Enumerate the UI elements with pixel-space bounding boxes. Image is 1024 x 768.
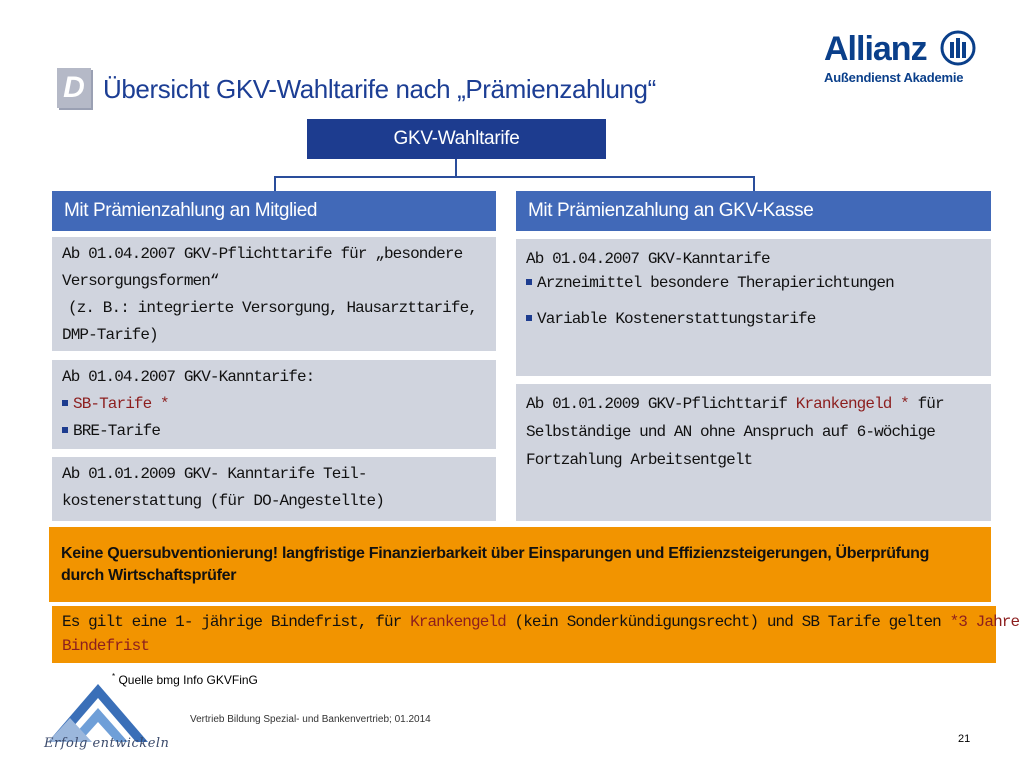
- bre-tarife-label: BRE-Tarife: [73, 422, 161, 440]
- arzneimittel-label: Arzneimittel besondere Therapierichtungen: [537, 274, 894, 292]
- footnote-mark: *: [112, 672, 116, 681]
- card-line: DMP-Tarife): [62, 326, 158, 344]
- right-card-kanntarife: [516, 239, 991, 376]
- slide-title: Übersicht GKV-Wahltarife nach „Prämienzahlung“: [103, 74, 656, 104]
- list-item: [62, 418, 486, 445]
- card-line: Selbständige und AN ohne Anspruch auf 6-wöchige: [526, 423, 935, 441]
- allianz-logo: [818, 26, 978, 88]
- square-bullet-icon: [62, 427, 68, 433]
- card-line: Ab 01.04.2007 GKV-Kanntarife: [526, 250, 770, 268]
- kostenerstattung-label: Variable Kostenerstattungstarife: [537, 310, 816, 328]
- list-item: [526, 271, 981, 295]
- left-card-pflichttarife: [52, 237, 496, 351]
- square-bullet-icon: [526, 315, 532, 321]
- bindefrist-highlight: Bindefrist: [62, 637, 150, 655]
- krankengeld-highlight: Krankengeld: [410, 613, 506, 631]
- card-line: Ab 01.04.2007 GKV-Pflichttarife für „besondere: [62, 245, 463, 263]
- card-line: kostenerstattung (für DO-Angestellte): [62, 492, 384, 510]
- notice-text: Es gilt eine 1- jährige Bindefrist, für: [62, 613, 411, 631]
- left-card-kanntarife: [52, 360, 496, 449]
- notice-quersubventionierung: [49, 527, 991, 602]
- section-badge: D: [57, 68, 91, 108]
- connector-vertical-root: [455, 159, 457, 177]
- left-column-header: Mit Prämienzahlung an Mitglied: [52, 191, 496, 231]
- connector-horizontal: [274, 176, 755, 178]
- card-line: Fortzahlung Arbeitsentgelt: [526, 451, 753, 469]
- krankengeld-highlight: Krankengeld *: [795, 395, 909, 413]
- notice-line: [62, 610, 1020, 634]
- footnote-text: Quelle bmg Info GKVFinG: [118, 673, 258, 687]
- page-number: 21: [958, 733, 971, 745]
- card-line: Ab 01.04.2007 GKV-Kanntarife:: [62, 368, 315, 386]
- card-text: für: [908, 395, 944, 413]
- card-line: (z. B.: integrierte Versorgung, Hausarzttarife,: [68, 299, 477, 317]
- connector-vertical-right: [753, 176, 755, 191]
- notice-bindefrist: [52, 606, 1020, 663]
- brand-name: Allianz: [824, 30, 927, 68]
- three-years-highlight: *3 Jahre: [949, 613, 1020, 631]
- slogan-signature: Erfolg entwickeln: [44, 736, 170, 751]
- footer-text: Vertrieb Bildung Spezial- und Bankenvertrieb; 01.2014: [190, 714, 431, 725]
- left-card-teilkostenerstattung: [52, 457, 496, 521]
- square-bullet-icon: [62, 400, 68, 406]
- right-column-header: Mit Prämienzahlung an GKV-Kasse: [516, 191, 991, 231]
- card-text: Ab 01.01.2009 GKV-Pflichttarif: [526, 395, 796, 413]
- connector-vertical-left: [274, 176, 276, 191]
- allianz-eagle-icon: [940, 30, 976, 66]
- notice-line: Keine Quersubventionierung! langfristige Finanzierbarkeit über Einsparungen und Effizienzsteigerungen, Überprüfung: [61, 545, 930, 562]
- root-box: GKV-Wahltarife: [307, 119, 606, 159]
- right-card-krankengeld: [516, 384, 991, 521]
- sb-tarife-label: SB-Tarife *: [73, 395, 169, 413]
- notice-line: durch Wirtschaftsprüfer: [61, 567, 237, 584]
- list-item: [62, 391, 486, 418]
- list-item: [526, 307, 981, 331]
- brand-subtitle: Außendienst Akademie: [824, 70, 964, 85]
- notice-text: (kein Sonderkündigungsrecht) und SB Tarife gelten: [505, 613, 950, 631]
- card-line: [526, 390, 981, 418]
- square-bullet-icon: [526, 279, 532, 285]
- card-line: Ab 01.01.2009 GKV- Kanntarife Teil-: [62, 465, 367, 483]
- card-line: Versorgungsformen“: [62, 272, 219, 290]
